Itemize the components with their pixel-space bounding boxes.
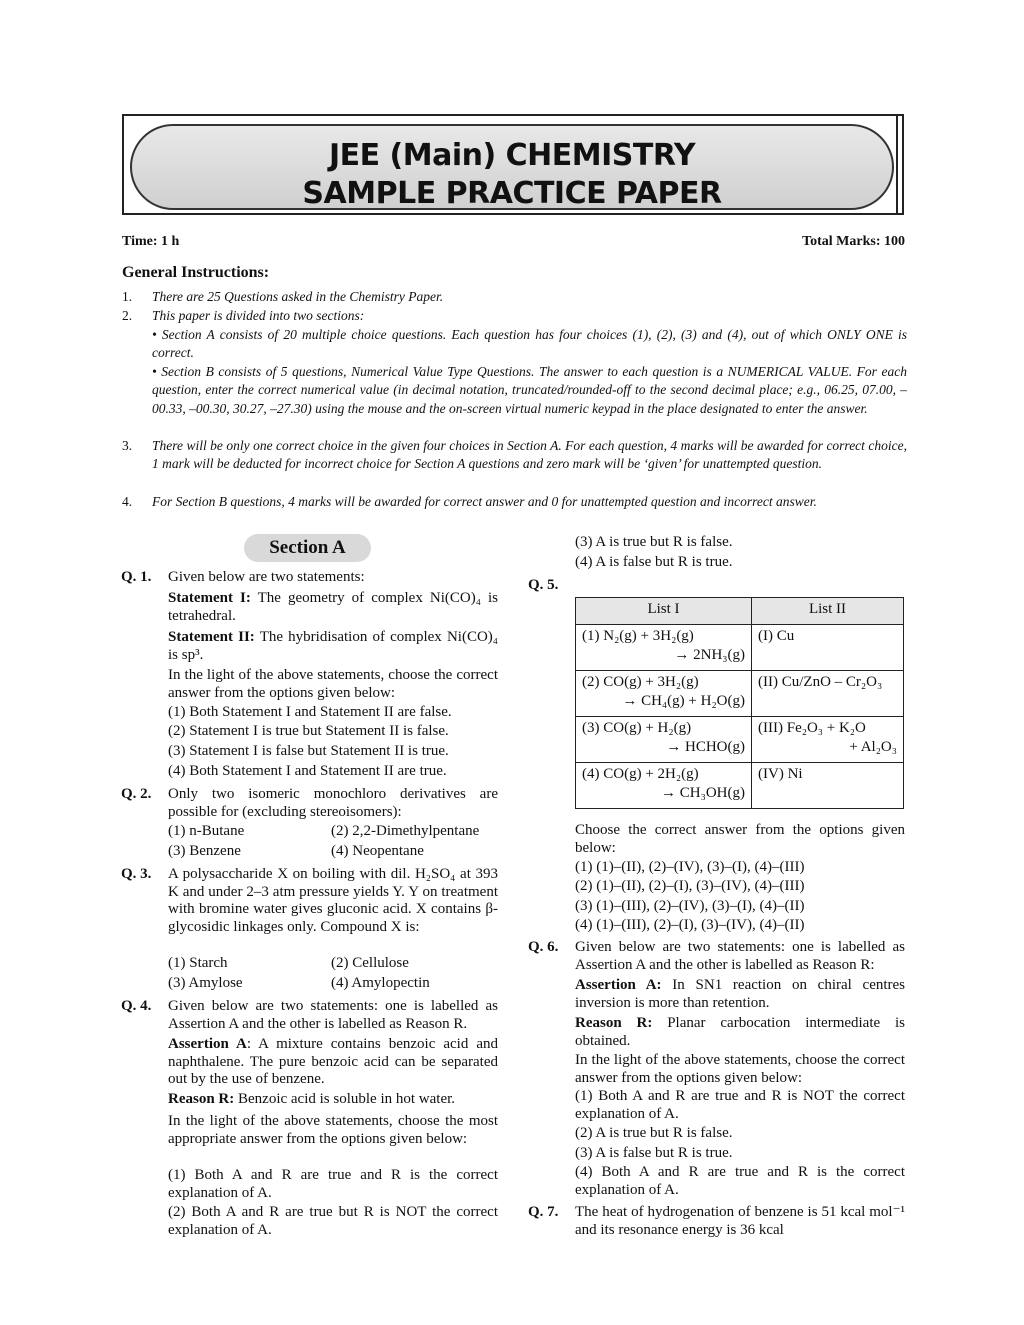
question-number: Q. 6. <box>528 939 559 955</box>
option-3[interactable]: (3) (1)–(III), (2)–(IV), (3)–(I), (4)–(II) <box>575 898 805 914</box>
paper-title-line2: SAMPLE PRACTICE PAPER <box>302 176 722 211</box>
question-prompt: In the light of the above statements, choose the most appropriate answer from the options given below: <box>168 1113 498 1147</box>
option-4[interactable]: (4) (1)–(III), (2)–(I), (3)–(IV), (4)–(II) <box>575 917 805 933</box>
option-1[interactable]: (1) Starch <box>168 955 228 971</box>
statement-1: Statement I: The geometry of complex Ni(CO)₄ is tetrahedral. <box>168 590 498 624</box>
instruction-item: • Section A consists of 20 multiple choice questions. Each question has four choices (1), (2), (3) and (4), out of which ONLY ONE is correct. <box>152 327 907 361</box>
question-stem: A polysaccharide X on boiling with dil. H₂SO₄ at 393 K and under 2–3 atm pressure yields Y. Y on treatment with bromine water gives gluconic acid. X contains β-glycosidic linkages only. Compound X is: <box>168 866 498 935</box>
option-1[interactable]: (1) (1)–(II), (2)–(IV), (3)–(I), (4)–(III) <box>575 859 805 875</box>
list-2-item: (IV) Ni <box>752 763 904 809</box>
table-row <box>576 717 904 763</box>
list-2-item: (I) Cu <box>752 625 904 671</box>
list-1-header: List I <box>576 598 752 625</box>
total-marks-label: Total Marks: 100 <box>802 234 905 249</box>
list-2-header: List II <box>752 598 904 625</box>
option-2[interactable]: (2) A is true but R is false. <box>575 1125 733 1141</box>
list-2-item: (III) Fe₂O₃ + K₂O + Al₂O₃ <box>752 717 904 763</box>
time-label: Time: 1 h <box>122 234 180 249</box>
option-1[interactable]: (1) Both A and R are true and R is the correct explanation of A. <box>168 1167 498 1201</box>
option-3[interactable]: (3) Statement I is false but Statement II is true. <box>168 743 449 759</box>
section-a-label: Section A <box>244 534 371 562</box>
question-number: Q. 1. <box>121 569 152 585</box>
question-number: Q. 4. <box>121 998 152 1014</box>
instruction-item: 1. There are 25 Questions asked in the Chemistry Paper. <box>122 289 444 304</box>
paper-title-line1: JEE (Main) CHEMISTRY <box>328 138 696 173</box>
reason: Reason R: Benzoic acid is soluble in hot water. <box>168 1091 456 1107</box>
option-4[interactable]: (4) Neopentane <box>331 843 424 859</box>
table-row <box>576 763 904 809</box>
table-row <box>576 671 904 717</box>
option-2[interactable]: (2) Statement I is true but Statement II is false. <box>168 723 449 739</box>
question-stem: The heat of hydrogenation of benzene is 51 kcal mol⁻¹ and its resonance energy is 36 kcal <box>575 1204 905 1238</box>
question-prompt: In the light of the above statements, choose the correct answer from the options given below: <box>575 1052 905 1086</box>
option-4[interactable]: (4) A is false but R is true. <box>575 554 733 570</box>
option-2[interactable]: (2) Both A and R are true but R is NOT the correct explanation of A. <box>168 1204 498 1238</box>
option-3[interactable]: (3) Benzene <box>168 843 241 859</box>
table-row <box>576 625 904 671</box>
statement-2: Statement II: The hybridisation of complex Ni(CO)₄ is sp³. <box>168 629 499 663</box>
option-3[interactable]: (3) A is false but R is true. <box>575 1145 733 1161</box>
instruction-item: 2. This paper is divided into two sections: <box>122 308 365 323</box>
option-2[interactable]: (2) (1)–(II), (2)–(I), (3)–(IV), (4)–(III) <box>575 878 805 894</box>
question-number: Q. 7. <box>528 1204 559 1220</box>
option-4[interactable]: (4) Both Statement I and Statement II are true. <box>168 763 447 779</box>
option-3[interactable]: (3) A is true but R is false. <box>575 534 733 550</box>
instruction-item: 3. There will be only one correct choice in the given four choices in Section A. For each question, 4 marks will be awarded for correct choice, 1 mark will be deducted for incorrect choice for Section A questions and zero mark will be ‘given’ for unattempted question. <box>122 438 907 472</box>
question-stem: Given below are two statements: one is labelled as Assertion A and the other is labelled as Reason R. <box>168 998 498 1032</box>
question-prompt: In the light of the above statements, choose the correct answer from the options given below: <box>168 667 498 701</box>
option-2[interactable]: (2) 2,2-Dimethylpentane <box>331 823 480 839</box>
list-1-item: (3) CO(g) + H₂(g) → HCHO(g) <box>576 717 752 763</box>
question-stem: Only two isomeric monochloro derivatives are possible for (excluding stereoisomers): <box>168 786 498 820</box>
question-stem: Given below are two statements: <box>168 569 365 585</box>
list-1-item: (2) CO(g) + 3H₂(g) → CH₄(g) + H₂O(g) <box>576 671 752 717</box>
assertion: Assertion A: In SN1 reaction on chiral centres inversion is more than retention. <box>575 977 906 1011</box>
list-1-item: (1) N₂(g) + 3H₂(g) → 2NH₃(g) <box>576 625 752 671</box>
question-number: Q. 5. <box>528 577 559 593</box>
general-instructions-heading: General Instructions: <box>122 264 270 281</box>
question-stem: Given below are two statements: one is labelled as Assertion A and the other is labelled as Reason R: <box>575 939 905 973</box>
option-2[interactable]: (2) Cellulose <box>331 955 409 971</box>
option-4[interactable]: (4) Both A and R are true and R is the correct explanation of A. <box>575 1164 905 1198</box>
option-4[interactable]: (4) Amylopectin <box>331 975 430 991</box>
list-2-item: (II) Cu/ZnO – Cr₂O₃ <box>752 671 904 717</box>
option-1[interactable]: (1) Both Statement I and Statement II are false. <box>168 704 452 720</box>
option-1[interactable]: (1) n-Butane <box>168 823 245 839</box>
option-3[interactable]: (3) Amylose <box>168 975 243 991</box>
instruction-item: • Section B consists of 5 questions, Numerical Value Type Questions. The answer to each question is a NUMERICAL VALUE. For each question, enter the correct numerical value (in decimal notation, truncated/rounded-off to the second decimal place; e.g., 06.25, 07.00, –00.33, –00.30, 30.27, –27.30) using the mouse and the on-screen virtual numeric keypad in the place designated to enter the answer. <box>152 364 907 416</box>
match-list-table <box>575 597 904 809</box>
question-prompt: Choose the correct answer from the options given below: <box>575 822 905 856</box>
option-1[interactable]: (1) Both A and R are true and R is NOT the correct explanation of A. <box>575 1088 905 1122</box>
question-number: Q. 2. <box>121 786 152 802</box>
reason: Reason R: Planar carbocation intermediate is obtained. <box>575 1015 906 1049</box>
list-1-item: (4) CO(g) + 2H₂(g) → CH₃OH(g) <box>576 763 752 809</box>
question-number: Q. 3. <box>121 866 152 882</box>
instruction-item: 4. For Section B questions, 4 marks will be awarded for correct answer and 0 for unattempted question and incorrect answer. <box>122 494 817 509</box>
assertion: Assertion A: A mixture contains benzoic acid and naphthalene. The pure benzoic acid can be separated out by the use of benzene. <box>168 1036 498 1088</box>
